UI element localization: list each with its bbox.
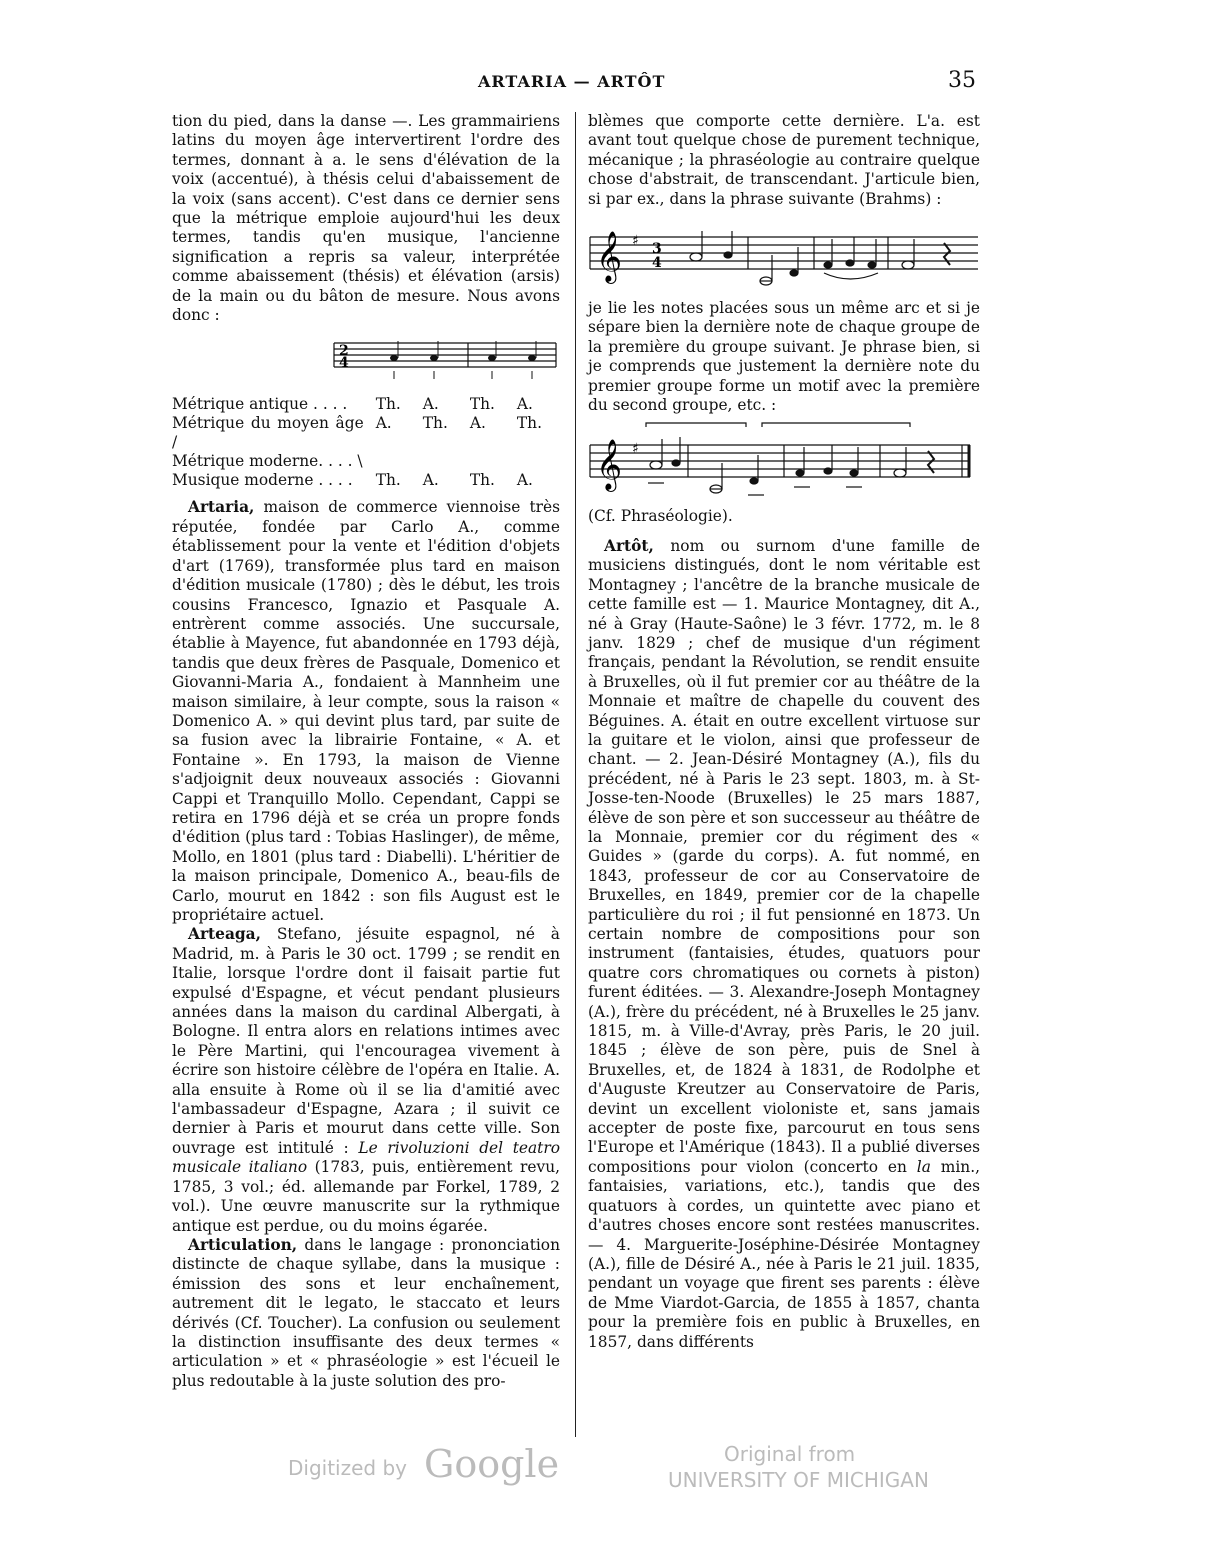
running-head: ARTARIA — ARTÔT bbox=[478, 72, 666, 91]
entry-artot bbox=[588, 537, 980, 1352]
sharp-icon: ♯ bbox=[632, 233, 639, 250]
meter-row: Métrique du moyen âge / A. Th. A. Th. bbox=[172, 414, 542, 452]
headword-artot: Artôt, bbox=[604, 536, 654, 555]
ex1-notes bbox=[690, 231, 950, 285]
entry-artot-text-2: min., fantaisies, variations, etc.), tandis que des quatuors à cordes, un quintette avec piano et d'autres choses encore sont restées manuscrites. — 4. Marguerite-Joséphine-Désirée Montagney (A.), fille de Désiré A., née à Paris le 21 juil. 1835, pendant un voyage que firent ses parents : élève de Mme Viardot-Garcia, de 1855 à 1857, chanta pour la première fois en public à Bruxelles, en 1857, dans différents bbox=[588, 1157, 980, 1351]
headword-articulation: Articulation, bbox=[188, 1235, 298, 1254]
brahms-music-example-1 bbox=[588, 215, 980, 295]
paragraph-articulation-continued: blèmes que comporte cette dernière. L'a. est avant tout quelque chose de purement technique, mécanique ; la phraséologie au contraire quelque chose d'abstrait, de transcendant. J'articule bien, si par ex., dans la phrase suivante (Brahms) : bbox=[588, 112, 980, 208]
meter-music-example bbox=[172, 333, 560, 389]
meter-row: Métrique antique . . . . Th. A. Th. A. bbox=[172, 395, 533, 414]
brahms-music-example-2 bbox=[588, 419, 980, 505]
paragraph-arsis-continued: tion du pied, dans la danse —. Les grammairiens latins du moyen âge intervertirent l'ordre des termes, donnant à a. le sens d'élévation de la voix (accentué), à thésis celui d'abaissement de la voix (sans accent). C'est dans ce dernier sens que la métrique emploie aujourd'hui les deux termes, tandis qu'en musique, l'ancienne signification a repris sa valeur, interprétée comme abaissement (thésis) et élévation (arsis) de la main ou du bâton de mesure. Nous avons donc : bbox=[172, 112, 560, 325]
digitization-footer bbox=[0, 1442, 1207, 1502]
cf-phraseologie: (Cf. Phraséologie). bbox=[588, 507, 733, 526]
entry-artaria bbox=[172, 498, 560, 925]
meter-time-sig-top: 2 bbox=[339, 343, 349, 360]
meter-row: Métrique moderne. . . . \ bbox=[172, 452, 363, 471]
paragraph-phrasing: je lie les notes placées sous un même arc et si je sépare bien la dernière note de chaque groupe de la première du groupe suivant. Je phrase bien, si je comprends que justement la dernière note du premier groupe forme un motif avec la première du second groupe, etc. : bbox=[588, 299, 980, 415]
headword-artaria: Artaria, bbox=[188, 498, 255, 517]
sharp-icon: ♯ bbox=[632, 441, 639, 458]
ex1-time-bottom: 4 bbox=[652, 255, 662, 272]
university-label: UNIVERSITY OF MICHIGAN bbox=[668, 1468, 929, 1492]
page-number: 35 bbox=[948, 68, 976, 93]
right-column bbox=[588, 112, 980, 1352]
treble-clef-icon: 𝄞 bbox=[596, 439, 623, 491]
treble-clef-icon: 𝄞 bbox=[596, 231, 623, 283]
meter-time-sig-bottom: 4 bbox=[339, 355, 349, 372]
entry-artaria-text: maison de commerce viennoise très réputée, fondée par Carlo A., comme établissement pour la vente et l'édition d'objets d'art (1769), transformée plus tard en maison d'édition musicale (1780) ; dès le début, les trois cousins Francesco, Ignazio et Pasquale A. entrèrent comme associés. Une succursale, établie à Mayence, fut abandonnée en 1793 déjà, tandis que deux frères de Pasquale, Domenico et Giovanni-Maria A., fondaient à Mannheim une maison similaire, à leur compte, sous la raison « Domenico A. » qui devint plus tard, par suite de sa fusion avec la librairie Fontaine, « A. et Fontaine ». En 1793, la maison de Vienne s'adjoignit deux nouveaux associés : Giovanni Cappi et Tranquillo Mollo. Cependant, Cappi se retira en 1796 déjà et se créa un propre fonds d'édition (plus tard : Tobias Haslinger), de même, Mollo, en 1801 (plus tard : Diabelli). L'héritier de la maison principale, Domenico A., beau-fils de Carlo, mourut en 1842 : son fils August est le propriétaire actuel. bbox=[172, 498, 560, 924]
page-header bbox=[0, 68, 1207, 102]
meter-table bbox=[172, 395, 560, 490]
entry-arteaga-text-2: (1783, puis, entièrement revu, 1785, 3 vol.; éd. allemande par Forkel, 1789, 2 vol.). Une œuvre manuscrite sur la rythmique antique est perdue, ou du moins égarée. bbox=[172, 1158, 560, 1235]
meter-row: Musique moderne . . . . Th. A. Th. A. bbox=[172, 471, 533, 490]
artot-key-la: la bbox=[916, 1157, 931, 1176]
ex2-notes bbox=[648, 437, 934, 495]
google-logo: Google bbox=[424, 1442, 560, 1486]
meter-notes bbox=[390, 341, 536, 361]
original-from-label: Original from bbox=[724, 1442, 856, 1466]
headword-arteaga: Arteaga, bbox=[188, 925, 262, 944]
entry-arteaga bbox=[172, 925, 560, 1236]
left-column bbox=[172, 112, 560, 1391]
ex1-time-top: 3 bbox=[652, 241, 662, 258]
digitized-by-label: Digitized by bbox=[288, 1456, 407, 1480]
entry-arteaga-text: Stefano, jésuite espagnol, né à Madrid, m. à Paris le 30 oct. 1799 ; se rendit en Italie, lorsque l'ordre dont il faisait partie fut expulsé d'Espagne, et vécut pendant plusieurs années dans la maison du cardinal Albergati, à Bologne. Il entra alors en relations intimes avec le Père Martini, qui l'encouragea vivement à écrire son histoire célèbre de l'opéra en Italie. A. alla ensuite à Rome où il se lia d'amitié avec l'ambassadeur d'Espagne, Azara ; il suivit ce dernier à Paris et mourut dans cette ville. Son ouvrage est intitulé : bbox=[172, 925, 560, 1157]
column-rule bbox=[575, 112, 576, 1437]
entry-artot-text: nom ou surnom d'une famille de musiciens distingués, dont le nom véritable est Montagney ; l'ancêtre de la branche musicale de cette famille est — 1. Maurice Montagney, dit A., né à Gray (Haute-Saône) le 3 févr. 1772, m. le 8 janv. 1829 ; chef de musique d'un régiment français, pendant la Révolution, se rendit ensuite à Bruxelles, où il fut premier cor au théâtre de la Monnaie et maître de chapelle du couvent des Béguines. A. était en outre excellent virtuose sur la guitare et le violon, ainsi que professeur de chant. — 2. Jean-Désiré Montagney (A.), fils du précédent, né à Paris le 23 sept. 1803, m. à St-Josse-ten-Noode (Bruxelles) le 25 mars 1887, élève de son père et son successeur au théâtre de la Monnaie, premier cor du régiment des « Guides » (garde du corps). A. fut nommé, en 1843, professeur de cor au Conservatoire de Bruxelles, en 1849, premier cor de la chapelle particulière du roi ; il fut pensionné en 1873. Un certain nombre de compositions pour son instrument (fantaisies, études, quatuors pour quatre cors chromatiques ou cornets à piston) furent éditées. — 3. Alexandre-Joseph Montagney (A.), frère du précédent, né à Bruxelles le 25 janv. 1815, m. à Ville-d'Avray, près Paris, le 20 juil. 1845 ; élève de son père, puis de Snel à Bruxelles, et, de 1824 à 1831, de Rodolphe et d'Auguste Kreutzer au Conservatoire de Paris, devint un excellent violoniste et, sans jamais accepter de poste fixe, parcourut en tous sens l'Europe et l'Amérique (1843). Il a publié diverses compositions pour violon (concerto en bbox=[588, 536, 980, 1176]
entry-articulation bbox=[172, 1236, 560, 1391]
arteaga-book-title: Le rivoluzioni del teatro musicale italiano bbox=[172, 1138, 560, 1177]
entry-articulation-text: dans le langage : prononciation distincte de chaque syllabe, dans la musique : émission des sons et leur enchaînement, autrement dit le legato, le staccato et leurs dérivés (Cf. Toucher). La confusion ou seulement la distinction insuffisante des deux termes « articulation » et « phraséologie » est l'écueil le plus redoutable à la juste solution des pro- bbox=[172, 1235, 560, 1390]
